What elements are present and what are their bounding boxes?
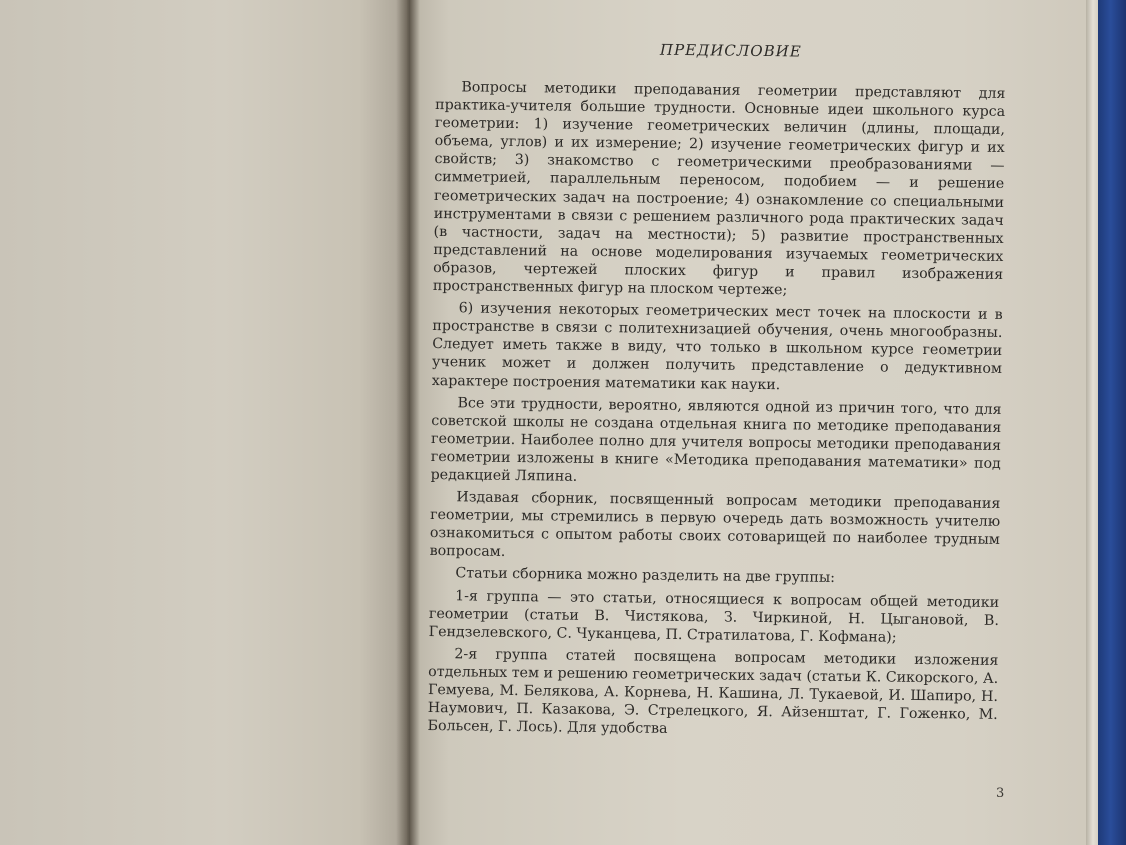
paragraph-5: Статьи сборника можно разделить на две группы: [455,565,836,587]
paragraph-4: Издавая сборник, посвященный вопросам методики преподавания геометрии, мы стремились в первую очередь дать возможность учителю ознакомиться с опытом работы своих сотоварищей по наиболее трудным вопросам. [429,489,1001,561]
book-gutter [396,0,420,845]
page-number: 3 [996,786,1005,801]
page-title: ПРЕДИСЛОВИЕ [659,40,802,61]
paragraph-3: Все эти трудности, вероятно, являются одной из причин того, что для советской школы не создана отдельная книга по методике преподавания геометрии. Наиболее полно для учителя вопросы методики преподавания геометрии изложены в книге «Методика преподавания математики» под редакцией Ляпина. [430,394,1002,485]
paragraph-2: 6) изучения некоторых геометрических мест точек на плоскости и в пространстве в связи с политехнизацией обучения, очень многообразны. Следует иметь также в виду, что только в школьном курсе геометрии ученик может и должен получить представление о дедуктивном характере построения математики как науки. [431,300,1003,393]
blue-cover-edge [1098,0,1126,845]
paragraph-7: 2-я группа статей посвящена вопросам методики изложения отдельных тем и решению геометрических задач (статьи К. Сикорского, А. Гемуева, М. Белякова, А. Корнева, Н. Кашина, Л. Тукаевой, И. Шапиро, Н. Наумович, П. Казакова, Э. Стрелецкого, Я. Айзенштат, Г. Гоженко, М. Больсен, Г. Лось). Для удобства [427,646,999,738]
paragraph-6: 1-я группа — это статьи, относящиеся к вопросам общей методики геометрии (статьи В. Чистякова, З. Чиркиной, Н. Цыгановой, В. Гендзелевского, С. Чуканцева, П. Стратилатова, Г. Кофмана); [428,587,1000,646]
paragraph-1: Вопросы методики преподавания геометрии представляют для практика-учителя большие трудности. Основные идеи школьного курса геометрии: 1) изучение геометрических величин (длины, площади, объема, углов) и их измерение; 2) изучение геометрических фигур и их свойств; 3) знакомство с геометрическими преобразованиями — симметрией, параллельным переносом, подобием — и решение геометрических задач на построение; 4) ознакомление со специальными инструментами в связи с решением различного рода практических задач (в частности, задач на местности); 5) развитие пространственных представлений на основе моделирования изучаемых геометрических образов, чертежей плоских фигур и правил изображения пространственных фигур на плоском чертеже; [432,79,1006,299]
left-page-blank [0,0,408,845]
page-text [427,36,1006,746]
